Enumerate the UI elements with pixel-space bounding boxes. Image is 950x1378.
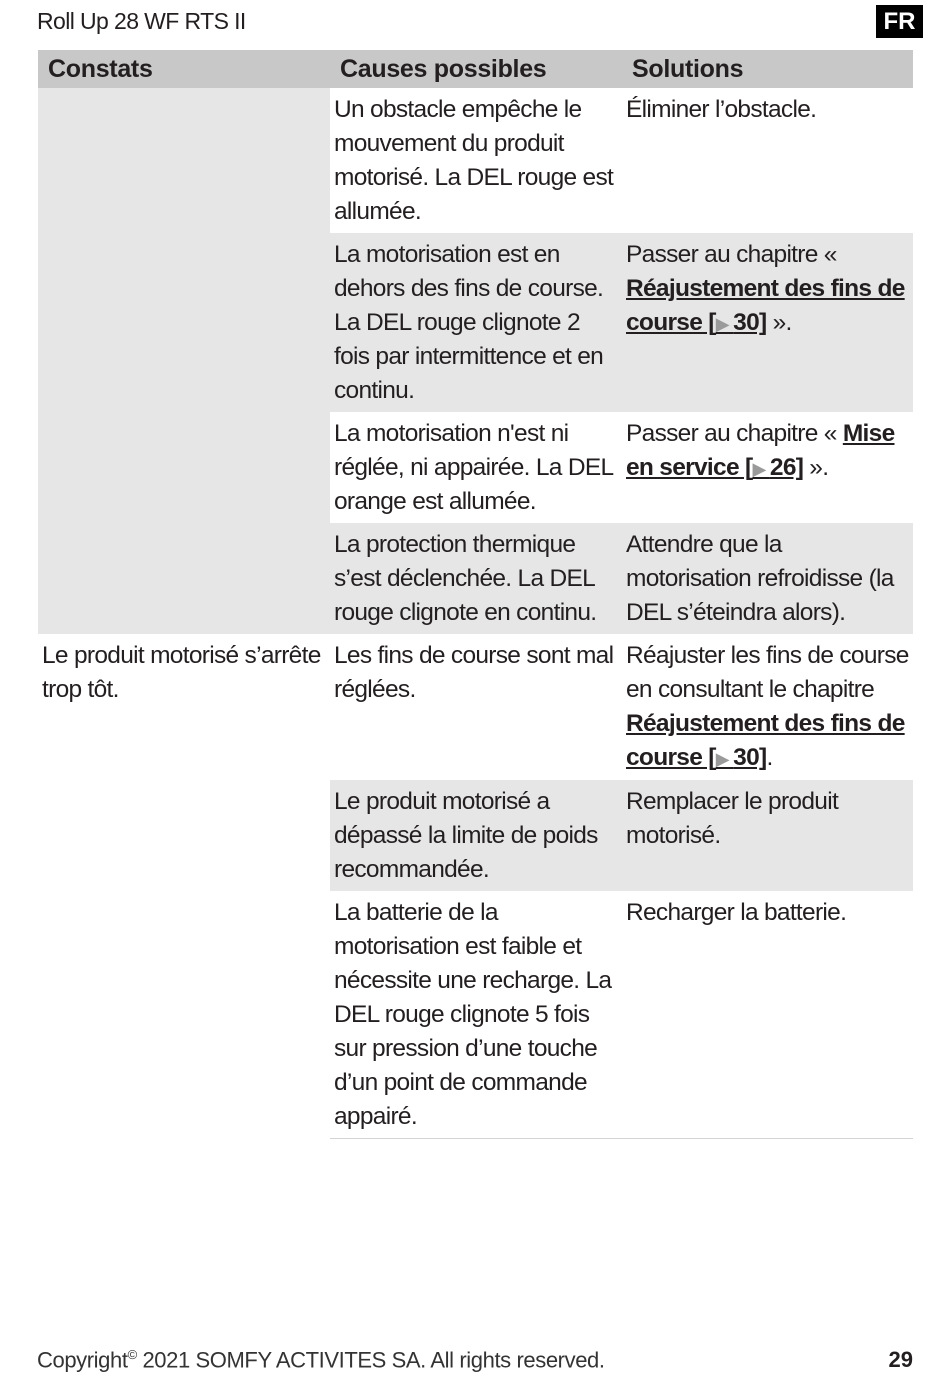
solution-cell — [622, 780, 913, 891]
cause-cell: La protection thermique s’est déclenchée. La DEL rouge clignote en continu. — [334, 531, 597, 626]
column-header-solutions: Solutions — [622, 50, 913, 88]
copyright-symbol: © — [127, 1347, 137, 1362]
solution-cell — [622, 233, 913, 412]
page-ref: 30] — [733, 744, 767, 771]
cause-cell: La motorisation n'est ni réglée, ni appairée. La DEL orange est allumée. — [334, 420, 613, 515]
document-title: Roll Up 28 WF RTS II — [37, 8, 246, 34]
link-label: Réajustement des fins de course [ — [626, 275, 905, 336]
cause-cell: Les fins de course sont mal réglées. — [334, 642, 614, 703]
cause-cell: La batterie de la motorisation est faible et nécessite une recharge. La DEL rouge clignote 5 fois sur pression d’une touche d’un point de commande appairé. — [330, 891, 622, 1139]
constat-cell: Le produit motorisé s’arrête trop tôt. — [42, 642, 321, 703]
solution-text: Éliminer l’obstacle. — [626, 96, 817, 123]
copyright-text: 2021 SOMFY ACTIVITES SA. All rights reserved. — [136, 1347, 605, 1373]
solution-cell — [622, 523, 913, 634]
solution-text-end: ». — [803, 454, 829, 481]
page-ref: 30] — [733, 309, 767, 336]
solution-text: Attendre que la motorisation refroidisse (la DEL s’éteindra alors). — [626, 531, 894, 626]
solution-text: Passer au chapitre « — [626, 241, 837, 268]
solution-cell — [622, 88, 913, 233]
solution-cell — [622, 634, 913, 780]
language-badge: FR — [876, 5, 923, 38]
page-ref-arrow-icon: ▶ — [752, 459, 770, 479]
page-ref-arrow-icon: ▶ — [715, 314, 734, 334]
solution-text: Passer au chapitre « — [626, 420, 843, 447]
solution-text: Remplacer le produit motorisé. — [626, 788, 839, 849]
link-label: Réajustement des fins de course [ — [626, 710, 905, 771]
table-row — [38, 88, 913, 233]
cause-cell: Le produit motorisé a dépassé la limite de poids recommandée. — [334, 788, 598, 883]
copyright-notice — [37, 1347, 605, 1373]
solution-text-end: ». — [766, 309, 792, 336]
table-row — [38, 634, 913, 780]
column-header-causes: Causes possibles — [330, 50, 622, 88]
constat-cell — [38, 88, 330, 634]
solution-cell — [622, 891, 913, 1139]
column-header-constats: Constats — [38, 50, 330, 88]
link-label: Mise en service [ — [626, 420, 895, 481]
page-ref: 26] — [769, 454, 804, 481]
solution-text: Recharger la batterie. — [626, 899, 847, 926]
solution-cell — [622, 412, 913, 523]
solution-text: Réajuster les fins de course en consultant le chapitre — [626, 642, 909, 703]
cause-cell: La motorisation est en dehors des fins de course. La DEL rouge clignote 2 fois par intermittence et en continu. — [334, 241, 604, 404]
troubleshooting-table — [38, 50, 913, 1139]
page-ref-arrow-icon: ▶ — [715, 749, 734, 769]
copyright-label: Copyright — [37, 1347, 128, 1373]
cause-cell: Un obstacle empêche le mouvement du produit motorisé. La DEL rouge est allumée. — [334, 96, 614, 225]
page-number: 29 — [888, 1347, 913, 1372]
table-header-row — [38, 50, 913, 88]
solution-text-end: . — [766, 744, 773, 771]
